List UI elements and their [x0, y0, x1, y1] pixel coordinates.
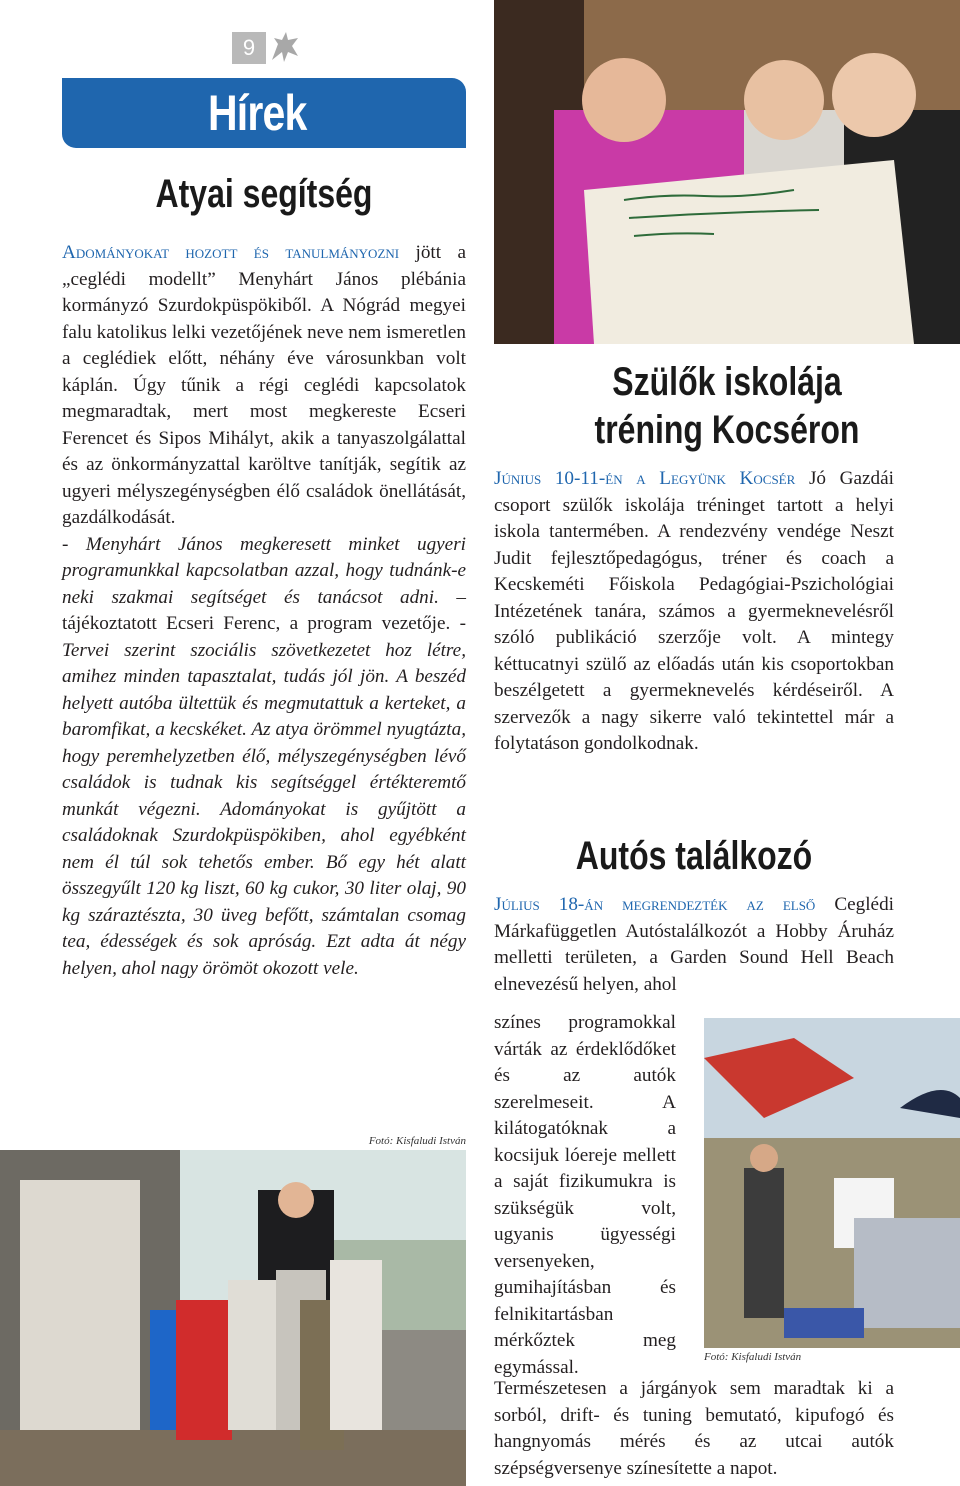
crest-logo-icon	[268, 30, 302, 64]
article-body-autos-top	[494, 892, 894, 998]
article-lead-autos: Július 18-án megrendezték az első	[494, 894, 816, 915]
photo-priest-children	[0, 1150, 466, 1486]
paragraph: Jó Gazdái csoport szülők iskolája tréninget tartott a helyi iskola tantermében. A rendezvény vendége Neszt Judit fejlesztőpedagógus, tréner és coach a Kecskeméti Főiskola Pedagógiai-Pszichológiai Intézetének tanára, számos a gyermeknevelésről szóló publikáció szerzője volt. A mintegy kéttucatnyi szülő az előadás után kis csoportokban beszélgetett a gyermeknevelés kérdéseiről. A szervezők a nagy sikerre való tekintettel már a folytatáson gondolkodnak.	[494, 468, 894, 754]
photo-credit-autos: Fotó: Kisfaludi István	[704, 1351, 802, 1363]
paragraph: Ceglédi Márkafüggetlen Autóstalálkozót a Hobby Áruház melletti területen, a Garden Sound Hell Beach elnevezésű helyen, ahol	[494, 894, 894, 995]
article-body-atyai	[62, 240, 466, 982]
paragraph: színes programokkal várták az érdeklődőket és az autók szerelmeseit. A kilátogatóknak a kocsijuk lóereje mellett a saját fizikumukra is szükségük volt, ugyanis ügyességi versenyeken, gumihajításban és felnikitartásban mérkőztek meg egymással.	[494, 1012, 676, 1378]
article-body-autos-end	[494, 1376, 894, 1482]
article-title-szulok-line1: Szülők iskolája	[612, 360, 842, 404]
photo-credit-atyai: Fotó: Kisfaludi István	[368, 1135, 466, 1147]
article-body-szulok	[494, 466, 894, 758]
article-title-szulok-line2: tréning Kocséron	[594, 408, 860, 452]
article-body-autos-narrow	[494, 1010, 676, 1381]
section-title: Hírek	[208, 85, 307, 141]
page-number: 9	[232, 32, 266, 64]
article-title-atyai: Atyai segítség	[155, 172, 373, 216]
article-lead-szulok: Június 10-11-én a Legyünk Kocsér	[494, 468, 796, 489]
quote: - Tervei szerint szociális szövetkezetet hoz létre, amihez minden tapasztalat, tudás jól jön. A beszéd helyett autóba ültettük és megmutattuk a kerteket, a baromfikat, a kecskéket. Az atya örömmel nyugtázta, hogy peremhelyzetben élő, mélyszegénységben lévő családok is tudnak kis segítséggel értékteremtő munkát végezni. Adományokat is gyűjtött a családoknak Szurdokpüspökiben, ahol egyébként nem él túl sok tehetős ember. Bő egy hét alatt összegyűlt 120 kg liszt, 60 kg cukor, 30 liter olaj, 90 kg száraztészta, 30 üveg befőtt, számtalan csomag tea, édességek és sok apróság. Ezt adta át négy helyen, ahol nagy örömöt okozott vele.	[62, 613, 466, 979]
article-lead-atyai: Adományokat hozott és tanulmányozni	[62, 242, 400, 263]
paragraph: jött a „ceglédi modellt” Menyhárt János plébánia kormányzó Szurdokpüspökiből. A Nógrád megyei falu katolikus lelki vezetőjének neve nem ismeretlen a ceglédiek előtt, néhány éve városunkban volt káplán. Úgy tűnik a régi ceglédi kapcsolatok megmaradtak, mert most megkereste Ecseri Ferencet és Sipos Mihályt, akik a tanyaszolgálattal és az önkormányzattal karöltve tanítják, segítik az ugyeri mélyszegénységben élő családok önellátását, gazdálkodását.	[62, 242, 466, 528]
paragraph: – tájékoztatott Ecseri Ferenc, a program vezetője.	[62, 586, 467, 634]
quote: - Menyhárt János megkeresett minket ugyeri programunkkal kapcsolatban azzal, hogy tudnánk-e neki szakmai segítséget és tanácsot adni.	[62, 533, 466, 608]
article-title-autos: Autós találkozó	[575, 834, 813, 878]
photo-training-group	[494, 0, 960, 344]
paragraph: Természetesen a járgányok sem maradtak ki a sorból, drift- és tuning bemutató, kipufogó és hangnyomás mérés és az utcai autók szépségversenye színesítette a napot.	[494, 1378, 894, 1479]
photo-car-meeting	[704, 1018, 960, 1348]
